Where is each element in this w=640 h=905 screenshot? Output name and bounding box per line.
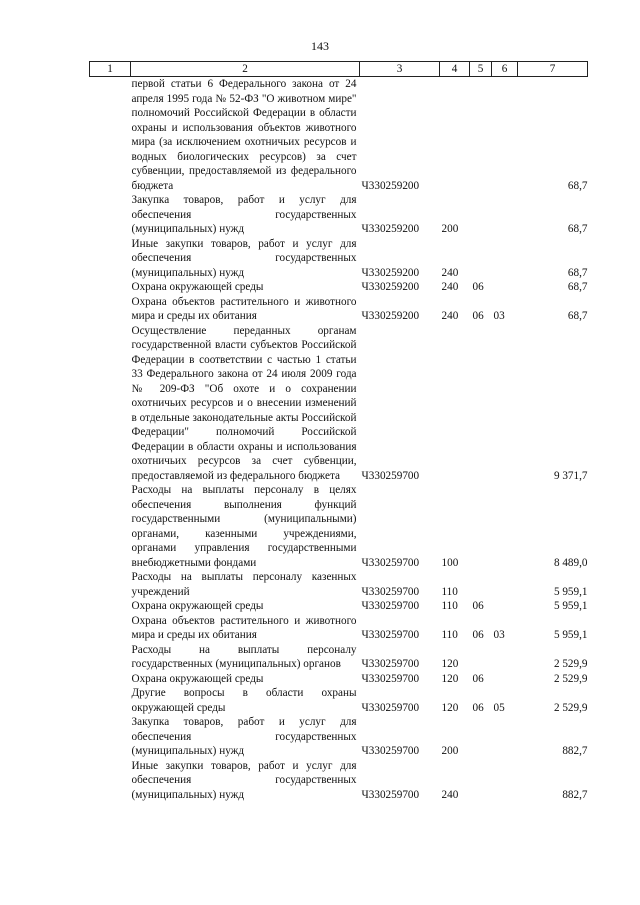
row-target-code: Ч330259200 [361,310,420,322]
row-amount: 68,7 [567,223,588,235]
row-expense-type: 240 [441,266,459,279]
row-section [470,77,492,194]
table-row [90,599,588,614]
row-target-code: Ч330259700 [361,556,420,569]
row-name: Охрана окружающей среды [131,672,264,685]
row-name: Охрана объектов растительного и животного мира и среды их обитания [131,295,357,322]
row-amount: 68,7 [567,281,588,293]
row-name: Охрана окружающей среды [131,281,264,293]
table-row [90,295,588,324]
row-subsection [492,759,518,803]
row-subsection [492,643,518,672]
row-amount: 5 959,1 [553,629,588,641]
row-expense-type: 120 [441,658,459,670]
row-amount: 2 529,9 [553,658,588,670]
row-amount: 882,7 [562,788,588,801]
table-row [90,672,588,687]
header-col-3: 3 [360,62,440,77]
row-name: Расходы на выплаты персоналу в целях обеспечения выполнения функций государственными (муниципальными) органами, казенными учреждениями, органами управления государственными внебюджетными фондами [131,484,357,569]
row-target-code: Ч330259200 [361,223,420,235]
row-expense-type: 120 [441,672,459,685]
row-section [470,483,492,570]
row-amount: 8 489,0 [553,556,588,569]
table-row [90,759,588,803]
table-row [90,643,588,672]
row-subsection: 03 [493,310,505,322]
row-expense-type: 240 [441,310,459,322]
table-row [90,237,588,281]
budget-table [89,61,588,802]
row-expense-type: 200 [441,745,459,757]
row-subsection [492,570,518,599]
row-target-code: Ч330259700 [361,629,420,641]
row-amount: 882,7 [562,745,588,757]
row-expense-type: 110 [441,600,458,612]
row-section: 06 [472,600,484,612]
row-target-code: Ч330259700 [361,658,420,670]
row-section [470,715,492,759]
row-expense-type: 240 [441,281,459,293]
row-target-code: Ч330259200 [361,281,420,293]
table-row [90,715,588,759]
row-amount: 68,7 [567,266,588,279]
table-header-row [90,62,588,77]
row-section: 06 [472,672,484,685]
row-section [470,324,492,484]
row-expense-type: 200 [441,223,459,235]
row-amount: 68,7 [567,310,588,322]
row-section: 06 [472,281,484,293]
table-row [90,280,588,295]
row-amount: 2 529,9 [553,701,588,714]
row-section [470,759,492,803]
row-subsection [492,715,518,759]
table-body [90,77,588,803]
row-expense-type: 240 [441,788,459,801]
row-subsection [492,77,518,194]
table-row [90,570,588,599]
row-name: Расходы на выплаты персоналу государственных (муниципальных) органов [131,643,357,670]
row-expense-type [440,77,470,194]
row-name: Охрана окружающей среды [131,600,264,612]
page-number: 143 [311,39,329,53]
row-amount: 9 371,7 [553,469,588,482]
row-section: 06 [472,629,484,641]
row-name: первой статьи 6 Федерального закона от 24 апреля 1995 года № 52-ФЗ "О животном мире" полномочий Российской Федерации в области охраны и использования объектов животного мира (за исключением охотничьих ресурсов и водных биологических ресурсов) за счет субвенции, предоставляемой из федерального бюджета [131,78,357,192]
row-subsection: 05 [493,701,505,714]
row-target-code: Ч330259700 [361,585,420,598]
row-name: Охрана объектов растительного и животного мира и среды их обитания [131,614,357,641]
row-subsection [492,237,518,281]
row-subsection [492,483,518,570]
table-row [90,483,588,570]
header-col-2: 2 [131,62,360,77]
row-target-code: Ч330259700 [361,788,420,801]
row-target-code: Ч330259700 [361,701,420,714]
row-subsection [492,193,518,237]
row-subsection [492,672,518,687]
row-name: Закупка товаров, работ и услуг для обеспечения государственных (муниципальных) нужд [131,194,357,235]
row-section [470,193,492,237]
row-subsection: 03 [493,629,505,641]
row-subsection [492,599,518,614]
table-row [90,686,588,715]
row-target-code: Ч330259700 [361,600,420,612]
row-section: 06 [472,310,484,322]
row-subsection [492,280,518,295]
row-expense-type: 120 [441,701,459,714]
row-amount: 5 959,1 [553,585,588,598]
row-name: Осуществление переданных органам государственной власти субъектов Российской Федерации в соответствии с частью 1 статьи 33 Федерального закона от 24 июля 2009 года № 209-ФЗ "Об охоте и о сохранении охотничьих ресурсов и о внесении изменений в отдельные законодательные акты Российской Федерации" полномочий Российской Федерации в области охраны и использования охотничьих ресурсов за счет субвенции, предоставляемой из федерального бюджета [131,324,357,482]
row-target-code: Ч330259200 [361,266,420,279]
row-target-code: Ч330259700 [361,672,420,685]
row-name: Закупка товаров, работ и услуг для обеспечения государственных (муниципальных) нужд [131,716,357,757]
table-row [90,614,588,643]
row-subsection [492,324,518,484]
header-col-4: 4 [440,62,470,77]
header-col-6: 6 [492,62,518,77]
row-expense-type: 100 [441,556,459,569]
table-row [90,324,588,484]
row-name: Иные закупки товаров, работ и услуг для обеспечения государственных (муниципальных) нужд [131,237,357,279]
row-section [470,643,492,672]
table-row [90,193,588,237]
row-expense-type: 110 [441,585,458,598]
row-target-code: Ч330259700 [361,745,420,757]
row-name: Расходы на выплаты персоналу казенных учреждений [131,571,357,598]
row-name: Другие вопросы в области охраны окружающей среды [131,687,357,714]
row-amount: 68,7 [567,179,588,192]
row-section: 06 [472,701,484,714]
row-section [470,237,492,281]
row-target-code: Ч330259200 [361,179,420,192]
table-row [90,77,588,194]
row-target-code: Ч330259700 [361,469,420,482]
header-col-1: 1 [90,62,131,77]
header-col-5: 5 [470,62,492,77]
row-amount: 5 959,1 [553,600,588,612]
row-expense-type: 110 [441,629,458,641]
row-expense-type [440,324,470,484]
row-name: Иные закупки товаров, работ и услуг для обеспечения государственных (муниципальных) нужд [131,759,357,801]
header-col-7: 7 [518,62,588,77]
row-amount: 2 529,9 [553,672,588,685]
row-section [470,570,492,599]
